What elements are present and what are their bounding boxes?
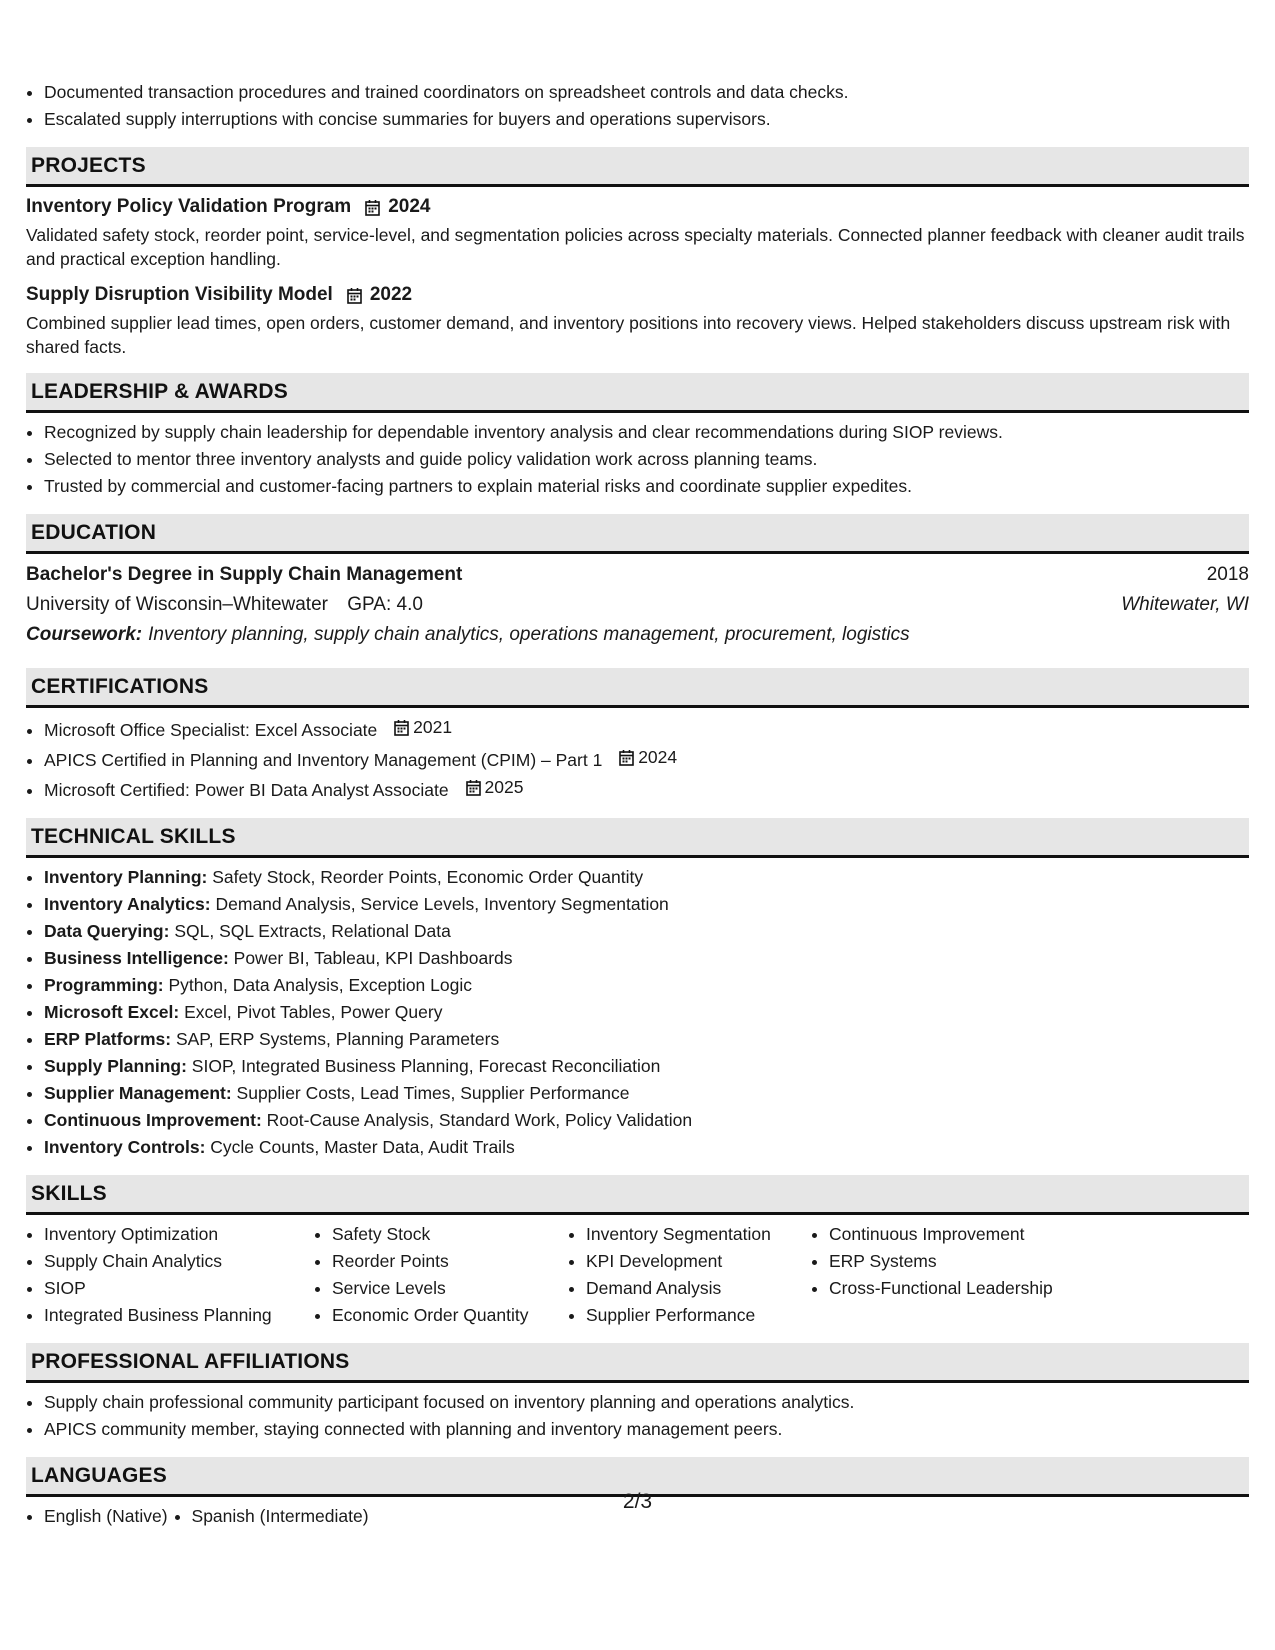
list-item	[44, 774, 1249, 804]
section-title: PROJECTS	[31, 153, 146, 177]
skill-category: Inventory Planning:	[44, 867, 208, 887]
list-item	[44, 945, 1249, 972]
coursework-text: Inventory planning, supply chain analytics, operations management, procurement, logistics	[148, 624, 910, 645]
list-item	[44, 1107, 1249, 1134]
skills-grid	[26, 1221, 1249, 1329]
calendar-icon	[619, 749, 634, 766]
skills-section-header	[26, 1175, 1249, 1215]
list-item: • Documented transaction procedures and trained coordinators on spreadsheet controls and data checks.	[44, 79, 1249, 106]
list-item: • Spanish (Intermediate)	[192, 1503, 369, 1530]
leadership-list	[26, 419, 1249, 500]
skill-category: Inventory Controls:	[44, 1137, 206, 1157]
list-item: • Recognized by supply chain leadership for dependable inventory analysis and clear recommendations during SIOP reviews.	[44, 419, 1249, 446]
project-title-row	[26, 193, 1249, 221]
cert-name: Microsoft Certified: Power BI Data Analyst Associate	[44, 780, 449, 800]
skill-values: SIOP, Integrated Business Planning, Forecast Reconciliation	[191, 1056, 661, 1076]
list-item: • Inventory Optimization	[44, 1221, 314, 1248]
list-item: • Reorder Points	[332, 1248, 568, 1275]
calendar-icon	[347, 287, 362, 304]
list-item	[44, 972, 1249, 999]
skill-category: Programming:	[44, 975, 164, 995]
coursework-label: Coursework:	[26, 624, 143, 645]
school-row	[26, 590, 1249, 620]
section-title: TECHNICAL SKILLS	[31, 824, 236, 848]
project-year: 2022	[369, 284, 413, 305]
school-location: Whitewater, WI	[1121, 594, 1249, 615]
skills-column	[314, 1221, 568, 1329]
list-item	[44, 744, 1249, 774]
list-item: • Supplier Performance	[586, 1302, 811, 1329]
degree-title: Bachelor's Degree in Supply Chain Management	[26, 564, 463, 585]
calendar-icon	[365, 199, 380, 216]
certifications-section-header	[26, 668, 1249, 708]
list-item: • KPI Development	[586, 1248, 811, 1275]
certifications-list	[26, 714, 1249, 804]
list-item: • SIOP	[44, 1275, 314, 1302]
list-item	[44, 1080, 1249, 1107]
calendar-icon	[394, 719, 409, 736]
skill-values: Excel, Pivot Tables, Power Query	[184, 1002, 443, 1022]
list-item: • Service Levels	[332, 1275, 568, 1302]
skill-values: SAP, ERP Systems, Planning Parameters	[175, 1029, 500, 1049]
list-item	[44, 1026, 1249, 1053]
technical-skills-section-header	[26, 818, 1249, 858]
list-item: • Demand Analysis	[586, 1275, 811, 1302]
section-title: PROFESSIONAL AFFILIATIONS	[31, 1349, 350, 1373]
list-item	[44, 1053, 1249, 1080]
list-item: • English (Native)	[44, 1503, 168, 1530]
degree-row	[26, 560, 1249, 590]
school-name: University of Wisconsin–Whitewater	[26, 594, 328, 615]
skill-category: Microsoft Excel:	[44, 1002, 180, 1022]
education-section	[26, 560, 1249, 650]
cert-name: Microsoft Office Specialist: Excel Associate	[44, 720, 378, 740]
skills-column	[568, 1221, 811, 1329]
list-item: • Supply Chain Analytics	[44, 1248, 314, 1275]
cert-year: 2024	[638, 747, 678, 767]
skills-column	[811, 1221, 1129, 1329]
section-title: SKILLS	[31, 1181, 107, 1205]
skill-category: Continuous Improvement:	[44, 1110, 262, 1130]
leadership-section-header	[26, 373, 1249, 413]
skill-category: Business Intelligence:	[44, 948, 229, 968]
skill-values: Supplier Costs, Lead Times, Supplier Performance	[236, 1083, 630, 1103]
technical-skills-list	[26, 864, 1249, 1161]
skills-column	[26, 1221, 314, 1329]
list-item: • Escalated supply interruptions with concise summaries for buyers and operations supervisors.	[44, 106, 1249, 133]
project-title: Supply Disruption Visibility Model	[26, 284, 333, 305]
section-title: CERTIFICATIONS	[31, 674, 209, 698]
list-item: • ERP Systems	[829, 1248, 1129, 1275]
list-item: • APICS community member, staying connected with planning and inventory management peers.	[44, 1416, 1249, 1443]
page-number: 2/3	[622, 1490, 653, 1513]
project-description: Combined supplier lead times, open orders, customer demand, and inventory positions into recovery views. Helped stakeholders discuss upstream risk with shared facts.	[26, 313, 1231, 357]
list-item: • Trusted by commercial and customer-facing partners to explain material risks and coordinate supplier expedites.	[44, 473, 1249, 500]
list-item: • Supply chain professional community participant focused on inventory planning and operations analytics.	[44, 1389, 1249, 1416]
skill-values: Cycle Counts, Master Data, Audit Trails	[210, 1137, 515, 1157]
list-item: • Inventory Segmentation	[586, 1221, 811, 1248]
section-title: LEADERSHIP & AWARDS	[31, 379, 288, 403]
list-item: • Integrated Business Planning	[44, 1302, 314, 1329]
list-item: • Continuous Improvement	[829, 1221, 1129, 1248]
section-title: EDUCATION	[31, 520, 157, 544]
skill-values: SQL, SQL Extracts, Relational Data	[174, 921, 451, 941]
resume-page	[26, 0, 1249, 1530]
list-item	[44, 864, 1249, 891]
skill-values: Power BI, Tableau, KPI Dashboards	[233, 948, 513, 968]
list-item: • Safety Stock	[332, 1221, 568, 1248]
skill-category: Data Querying:	[44, 921, 170, 941]
skill-values: Demand Analysis, Service Levels, Inventory Segmentation	[215, 894, 669, 914]
list-item: • Selected to mentor three inventory analysts and guide policy validation work across planning teams.	[44, 446, 1249, 473]
skill-values: Python, Data Analysis, Exception Logic	[168, 975, 472, 995]
skill-category: Supply Planning:	[44, 1056, 187, 1076]
affiliations-section-header	[26, 1343, 1249, 1383]
cert-year: 2025	[484, 777, 524, 797]
project-title: Inventory Policy Validation Program	[26, 196, 352, 217]
gpa: GPA: 4.0	[347, 594, 423, 615]
education-section-header	[26, 514, 1249, 554]
list-item	[44, 918, 1249, 945]
coursework-row	[26, 620, 1249, 650]
section-title: LANGUAGES	[31, 1463, 167, 1487]
affiliations-list	[26, 1389, 1249, 1443]
list-item: • Economic Order Quantity	[332, 1302, 568, 1329]
skill-category: ERP Platforms:	[44, 1029, 172, 1049]
list-item	[44, 1134, 1249, 1161]
project-description: Validated safety stock, reorder point, service-level, and segmentation policies across specialty materials. Connected planner feedback with cleaner audit trails and practical exception handling.	[26, 225, 1245, 269]
experience-bullets	[26, 79, 1249, 133]
cert-year: 2021	[413, 717, 453, 737]
skill-category: Inventory Analytics:	[44, 894, 211, 914]
skill-category: Supplier Management:	[44, 1083, 232, 1103]
calendar-icon	[466, 779, 481, 796]
project-year: 2024	[388, 196, 431, 217]
list-item	[44, 891, 1249, 918]
list-item	[44, 714, 1249, 744]
skill-values: Safety Stock, Reorder Points, Economic Order Quantity	[212, 867, 644, 887]
cert-name: APICS Certified in Planning and Inventory Management (CPIM) – Part 1	[44, 750, 603, 770]
projects-section	[26, 193, 1249, 359]
list-item	[44, 999, 1249, 1026]
list-item: • Cross-Functional Leadership	[829, 1275, 1129, 1302]
project-title-row	[26, 281, 1249, 309]
projects-section-header	[26, 147, 1249, 187]
skill-values: Root-Cause Analysis, Standard Work, Policy Validation	[266, 1110, 693, 1130]
graduation-year: 2018	[1206, 564, 1249, 585]
